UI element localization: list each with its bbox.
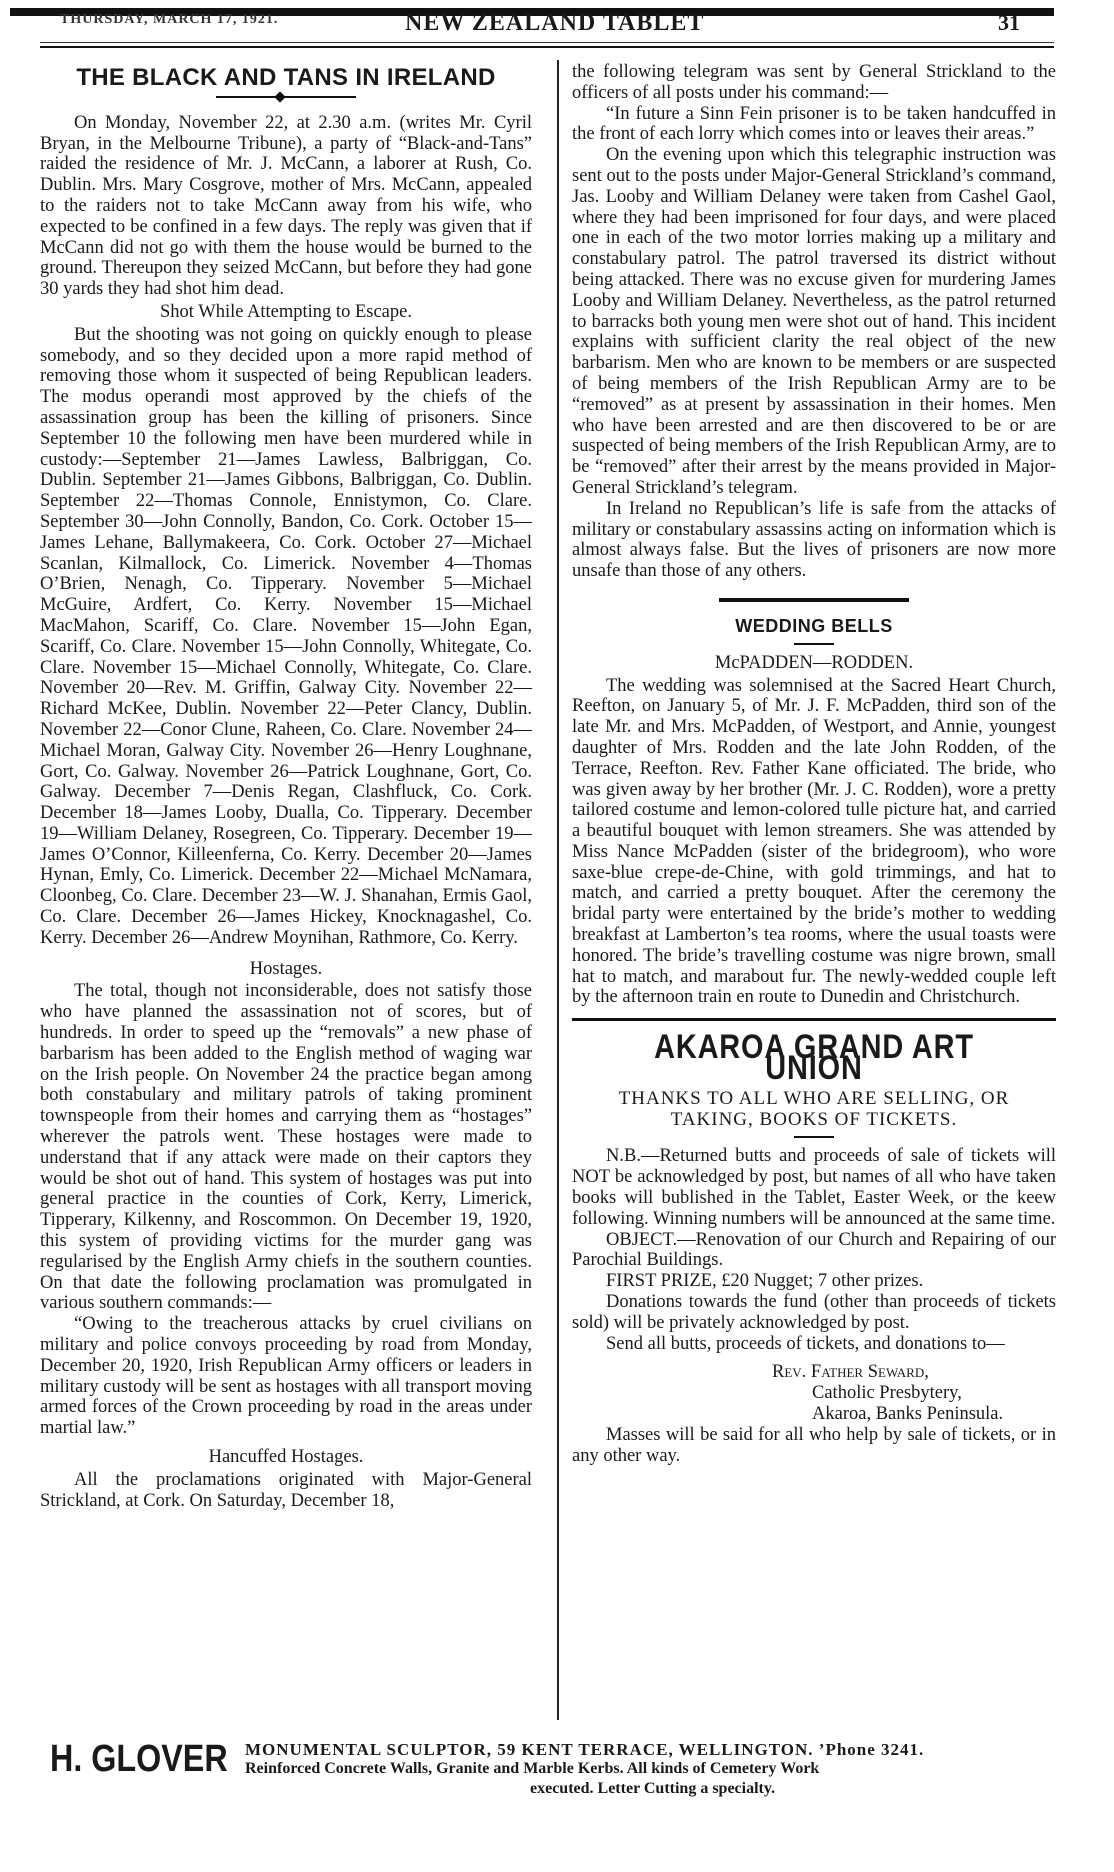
- advertiser-name: H. GLOVER: [50, 1738, 228, 1780]
- paragraph: “Owing to the treacherous attacks by cruel civilians on military and police convoys proceeding by road from Monday, December 20, 1920, Irish Republican Army officers or leaders in military custody will be sent as hostages with all transport moving armed forces of the Crown proceeding by road in the areas under martial law.”: [40, 1314, 532, 1439]
- heading-rule: [794, 643, 834, 645]
- paragraph: On Monday, November 22, at 2.30 a.m. (writes Mr. Cyril Bryan, in the Melbourne Tribune), a party of “Black-and-Tans” raided the residence of Mr. J. McCann, a laborer at Rush, Co. Dublin. Mrs. Mary Cosgrove, mother of Mrs. McCann, appealed to the raiders not to take McCann away from his wife, who expected to be confined in a few days. The reply was given that if McCann did not go with them the house would be burned to the ground. Thereupon they seized McCann, but before they had gone 30 yards they had shot him dead.: [40, 112, 532, 300]
- left-column: [40, 62, 532, 1511]
- advertiser-line-1: MONUMENTAL SCULPTOR, 59 KENT TERRACE, WELLINGTON. ’Phone 3241.: [245, 1740, 925, 1759]
- masthead-rule: [40, 42, 1054, 43]
- art-union-advertisement: [572, 1018, 1056, 1466]
- ad-rule: [794, 1136, 834, 1138]
- subheading: Hostages.: [249, 958, 323, 979]
- ad-signature-address: Catholic Presbytery,: [812, 1383, 962, 1404]
- glover-advertisement: [40, 1738, 1060, 1798]
- masthead-rule-thick: [40, 46, 1054, 48]
- ad-signature-place: Akaroa, Banks Peninsula.: [812, 1404, 1004, 1425]
- masthead: [40, 12, 1050, 36]
- ad-prize: FIRST PRIZE, £20 Nugget; 7 other prizes.: [606, 1271, 924, 1292]
- paragraph: But the shooting was not going on quickly enough to please somebody, and so they decided upon a more rapid method of removing those whom it suspected of being Republican leaders. The modus operandi most approved by the chiefs of the assassination group has been the killing of prisoners. Since September 10 the following men have been murdered while in custody:—September 21—James Lawless, Balbriggan, Co. Dublin. September 21—James Gibbons, Balbriggan, Co. Dublin. September 22—Thomas Connole, Ennistymon, Co. Clare. September 30—John Connolly, Bandon, Co. Cork. October 15—James Lehane, Ballymakeera, Co. Cork. October 27—Michael Scanlan, Kilmallock, Co. Limerick. November 4—Thomas O’Brien, Nenagh, Co. Tipperary. November 5—Michael McGuire, Ardfert, Co. Kerry. November 15—Michael MacMahon, Scariff, Co. Clare. November 15—John Egan, Scariff, Co. Clare. November 15—John Connolly, Whitegate, Co. Clare. November 15—Michael Connolly, Whitegate, Co. Clare. November 20—Rev. M. Griffin, Galway City. November 22—Richard McKee, Dublin. November 22—Peter Clancy, Dublin. November 22—Conor Clune, Raheen, Co. Clare. November 24—Michael Moran, Galway City. November 26—Henry Loughnane, Gort, Co. Galway. November 26—Patrick Loughnane, Gort, Co. Galway. December 7—Denis Regan, Clashfluck, Co. Cork. December 18—James Looby, Dualla, Co. Tipperary. December 19—William Delaney, Rosegreen, Co. Tipperary. December 19—James O’Connor, Killeenferna, Co. Kerry. December 20—James Hynan, Emly, Co. Limerick. December 22—Michael McNamara, Cloonbeg, Co. Clare. December 23—W. J. Shanahan, Ermis Gaol, Co. Clare. December 26—James Hickey, Knocknagashel, Co. Kerry. December 26—Andrew Moynihan, Rathmore, Co. Kerry.: [40, 324, 532, 948]
- ad-masses: Masses will be said for all who help by sale of tickets, or in any other way.: [572, 1424, 1056, 1466]
- paragraph: On the evening upon which this telegraphic instruction was sent out to the posts under Major-General Strickland’s command, Jas. Looby and William Delaney were taken from Cashel Gaol, where they had been imprisoned for four days, and were placed one in each of the two motor lorries making up a military and constabulary patrol. The patrol traversed its district without being attacked. There was no excuse given for murdering James Looby and William Delaney. Nevertheless, as the patrol returned to barracks both young men were shot out of hand. This incident explains with sufficient clarity the real object of the new barbarism. Men who are known to be members or are suspected of being members of the Irish Republican Army are to be “removed” as at present by assassination in their homes. Men who have been arrested and are then discovered to be or are suspected of being members of the Irish Republican Army, are to be “removed” after their arrest by the means provided in Major-General Strickland’s telegram.: [572, 145, 1056, 498]
- issue-date: THURSDAY, MARCH 17, 1921.: [60, 12, 279, 27]
- paragraph: All the proclamations originated with Major-General Strickland, at Cork. On Saturday, December 18,: [40, 1469, 532, 1511]
- ad-donations: Donations towards the fund (other than proceeds of tickets sold) will be privately acknowledged by post.: [572, 1292, 1056, 1333]
- wedding-body: The wedding was solemnised at the Sacred Heart Church, Reefton, on January 5, of Mr. J. F. McPadden, third son of the late Mr. and Mrs. McPadden, of Westport, and Annie, youngest daughter of Mrs. Rodden and the late John Rodden, of the Terrace, Reefton. Rev. Father Kane officiated. The bride, who was given away by her brother (Mr. J. C. Rodden), wore a pretty tailored costume and lemon-colored tulle picture hat, and carried a beautiful bouquet with lemon streamers. She was attended by Miss Nance McPadden (sister of the bridegroom), who wore saxe-blue crepe-de-Chine, with gold trimmings, and hat to match, and carried a pretty bouquet. After the ceremony the bridal party were entertained by the bride’s mother to wedding breakfast at Lamberton’s tea rooms, where the usual toasts were honored. The bride’s travelling costume was nigre brown, small hat to match, and marabout fur. The newly-wedded couple left by the afternoon train en route to Dunedin and Christchurch.: [572, 675, 1056, 1008]
- right-column: [572, 62, 1056, 1466]
- ad-signature-name: Rev. Father Seward,: [772, 1362, 929, 1383]
- ad-object: OBJECT.—Renovation of our Church and Repairing of our Parochial Buildings.: [572, 1229, 1056, 1271]
- ad-title: AKAROA GRAND ART UNION: [654, 1028, 974, 1088]
- ad-subtitle: THANKS TO ALL WHO ARE SELLING, OR TAKING, BOOKS OF TICKETS.: [618, 1087, 1010, 1130]
- article-headline: THE BLACK AND TANS IN IRELAND: [76, 64, 496, 91]
- paragraph: the following telegram was sent by General Strickland to the officers of all posts under his command:—: [572, 62, 1056, 103]
- paragraph: The total, though not inconsiderable, does not satisfy those who have planned the assassination not of scores, but of hundreds. In order to speed up the “removals” a new phase of barbarism has been added to the English method of waging war on the Irish people. On November 24 the practice began among both constabulary and military patrols of taking prominent townspeople from their homes and carrying them as “hostages” wherever the patrols went. These hostages were made to understand that if any attack were made on their captors they would be shot out of hand. This system of hostages was put into general practice in the counties of Cork, Kerry, Limerick, Tipperary, Kilkenny, and Roscommon. On December 19, 1920, this system of providing victims for the murder gang was regularised by the English Army chiefs in the southern counties. On that date the following proclamation was promulgated in various southern commands:—: [40, 981, 532, 1314]
- subheading: Shot While Attempting to Escape.: [160, 301, 412, 322]
- wedding-subheading: McPADDEN—RODDEN.: [714, 652, 914, 673]
- ad-nb: N.B.—Returned butts and proceeds of sale of tickets will NOT be acknowledged by post, but names of all who have taken books will bublished in the Tablet, Easter Week, or the keew following. Winning numbers will be announced at the same time.: [572, 1146, 1056, 1229]
- ad-send: Send all butts, proceeds of tickets, and donations to—: [606, 1333, 1005, 1354]
- subheading: Hancuffed Hostages.: [208, 1447, 364, 1467]
- advertiser-line-3: executed. Letter Cutting a specialty.: [530, 1780, 775, 1797]
- ornament-divider-icon: [216, 93, 356, 101]
- page-number: 31: [998, 10, 1020, 35]
- paragraph: “In future a Sinn Fein prisoner is to be taken handcuffed in the front of each lorry which comes into or leaves their areas.”: [572, 103, 1056, 145]
- paragraph: In Ireland no Republican’s life is safe from the attacks of military or constabulary assassins acting on information which is almost always false. But the lives of prisoners are now more unsafe than those of any others.: [572, 498, 1056, 582]
- advertiser-line-2: Reinforced Concrete Walls, Granite and Marble Kerbs. All kinds of Cemetery Work: [245, 1760, 820, 1777]
- section-rule: [719, 598, 909, 602]
- wedding-heading: WEDDING BELLS: [735, 615, 893, 636]
- publication-title: NEW ZEALAND TABLET: [405, 10, 705, 36]
- column-divider: [557, 60, 559, 1720]
